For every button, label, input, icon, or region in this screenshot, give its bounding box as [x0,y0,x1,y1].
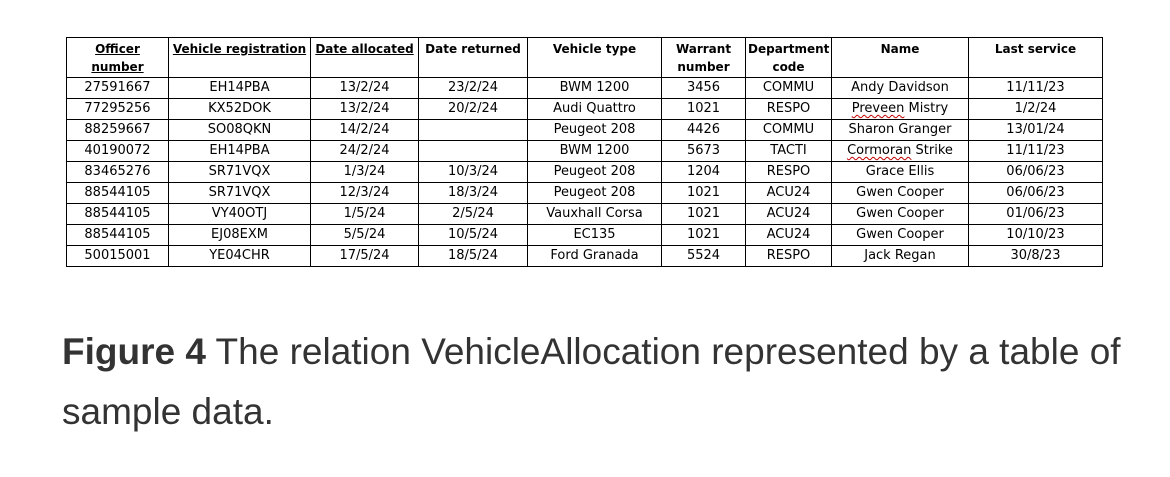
table-cell: Gwen Cooper [832,183,969,204]
table-cell: Vauxhall Corsa [528,204,662,225]
column-header [528,38,662,78]
table-cell: 88259667 [67,120,169,141]
table-cell: Jack Regan [832,246,969,267]
table-cell: COMMU [746,120,832,141]
table-cell: 17/5/24 [311,246,419,267]
column-header-label: Date allocated [315,42,414,56]
table-cell: 3456 [662,78,746,99]
column-header-label: Department code [748,42,830,74]
table-cell: 14/2/24 [311,120,419,141]
table-cell: Sharon Granger [832,120,969,141]
table-cell: 13/01/24 [969,120,1103,141]
table-cell: 77295256 [67,99,169,120]
table-row [67,162,1103,183]
table-cell: 1204 [662,162,746,183]
table-cell: ACU24 [746,204,832,225]
column-header [169,38,311,78]
vehicle-allocation-table [66,37,1103,267]
table-cell: RESPO [746,162,832,183]
table-cell: TACTI [746,141,832,162]
column-header [969,38,1103,78]
table-cell: 5524 [662,246,746,267]
table-cell: EH14PBA [169,78,311,99]
table-cell: COMMU [746,78,832,99]
column-header-label: Vehicle registration [172,42,307,56]
figure-caption [62,322,1122,442]
column-header-label: Name [880,42,920,56]
figure-label: Figure 4 [62,331,206,372]
table-row [67,183,1103,204]
table-cell: 1/3/24 [311,162,419,183]
table-cell [419,120,528,141]
column-header [311,38,419,78]
table-cell: 24/2/24 [311,141,419,162]
table-cell: 1021 [662,183,746,204]
table-body [67,78,1103,267]
table-cell: Peugeot 208 [528,162,662,183]
table-cell [419,141,528,162]
table-cell: 88544105 [67,183,169,204]
vehicle-allocation-table-container [66,37,1102,267]
column-header [419,38,528,78]
table-cell: 06/06/23 [969,183,1103,204]
table-cell: 5/5/24 [311,225,419,246]
table-cell: 1021 [662,204,746,225]
column-header-label: Vehicle type [552,42,637,56]
table-cell: 88544105 [67,225,169,246]
table-cell: Andy Davidson [832,78,969,99]
table-cell: KX52DOK [169,99,311,120]
table-cell: 83465276 [67,162,169,183]
column-header-label: Officer number [91,42,144,74]
table-cell: BWM 1200 [528,78,662,99]
table-row [67,120,1103,141]
table-cell: EJ08EXM [169,225,311,246]
table-cell: ACU24 [746,183,832,204]
table-cell: EH14PBA [169,141,311,162]
cell-rest: Mistry [904,101,949,116]
figure-caption-text: The relation VehicleAllocation represented by a table of sample data. [62,331,1121,432]
table-cell: ACU24 [746,225,832,246]
table-cell: 1/2/24 [969,99,1103,120]
table-row [67,141,1103,162]
table-row [67,225,1103,246]
table-cell: SR71VQX [169,183,311,204]
table-cell: 10/3/24 [419,162,528,183]
column-header-label: Last service [994,42,1077,56]
table-cell: Audi Quattro [528,99,662,120]
table-cell: 88544105 [67,204,169,225]
column-header [67,38,169,78]
table-cell: 27591667 [67,78,169,99]
table-cell: SR71VQX [169,162,311,183]
table-cell: 06/06/23 [969,162,1103,183]
table-cell: RESPO [746,246,832,267]
cell-rest: Strike [911,143,953,158]
table-cell: 40190072 [67,141,169,162]
column-header [832,38,969,78]
table-cell: Grace Ellis [832,162,969,183]
table-cell: VY40OTJ [169,204,311,225]
table-cell: Ford Granada [528,246,662,267]
table-cell: 4426 [662,120,746,141]
table-row [67,246,1103,267]
column-header-label: Date returned [425,42,521,56]
table-cell: 23/2/24 [419,78,528,99]
table-cell: 18/5/24 [419,246,528,267]
table-cell: RESPO [746,99,832,120]
table-cell: 1021 [662,225,746,246]
table-cell: Peugeot 208 [528,120,662,141]
table-cell: 13/2/24 [311,99,419,120]
table-cell: 2/5/24 [419,204,528,225]
table-cell: 12/3/24 [311,183,419,204]
table-cell: 10/5/24 [419,225,528,246]
table-cell: 5673 [662,141,746,162]
table-row [67,78,1103,99]
column-header [746,38,832,78]
table-cell: SO08QKN [169,120,311,141]
table-cell [832,141,969,162]
column-header [662,38,746,78]
table-cell: 1/5/24 [311,204,419,225]
table-cell: 30/8/23 [969,246,1103,267]
flagged-word: Preveen [851,101,905,116]
table-cell: 18/3/24 [419,183,528,204]
table-cell: 13/2/24 [311,78,419,99]
table-cell: 10/10/23 [969,225,1103,246]
table-cell: 1021 [662,99,746,120]
column-header-label: Warrant number [675,42,732,74]
table-cell: Gwen Cooper [832,225,969,246]
table-cell: 01/06/23 [969,204,1103,225]
table-cell: 50015001 [67,246,169,267]
table-cell: Peugeot 208 [528,183,662,204]
table-row [67,204,1103,225]
table-cell: 11/11/23 [969,141,1103,162]
table-row [67,99,1103,120]
table-cell [832,99,969,120]
table-cell: Gwen Cooper [832,204,969,225]
table-cell: BWM 1200 [528,141,662,162]
table-cell: YE04CHR [169,246,311,267]
table-cell: EC135 [528,225,662,246]
table-cell: 11/11/23 [969,78,1103,99]
table-header-row [67,38,1103,78]
table-cell: 20/2/24 [419,99,528,120]
flagged-word: Cormoran [847,143,912,158]
